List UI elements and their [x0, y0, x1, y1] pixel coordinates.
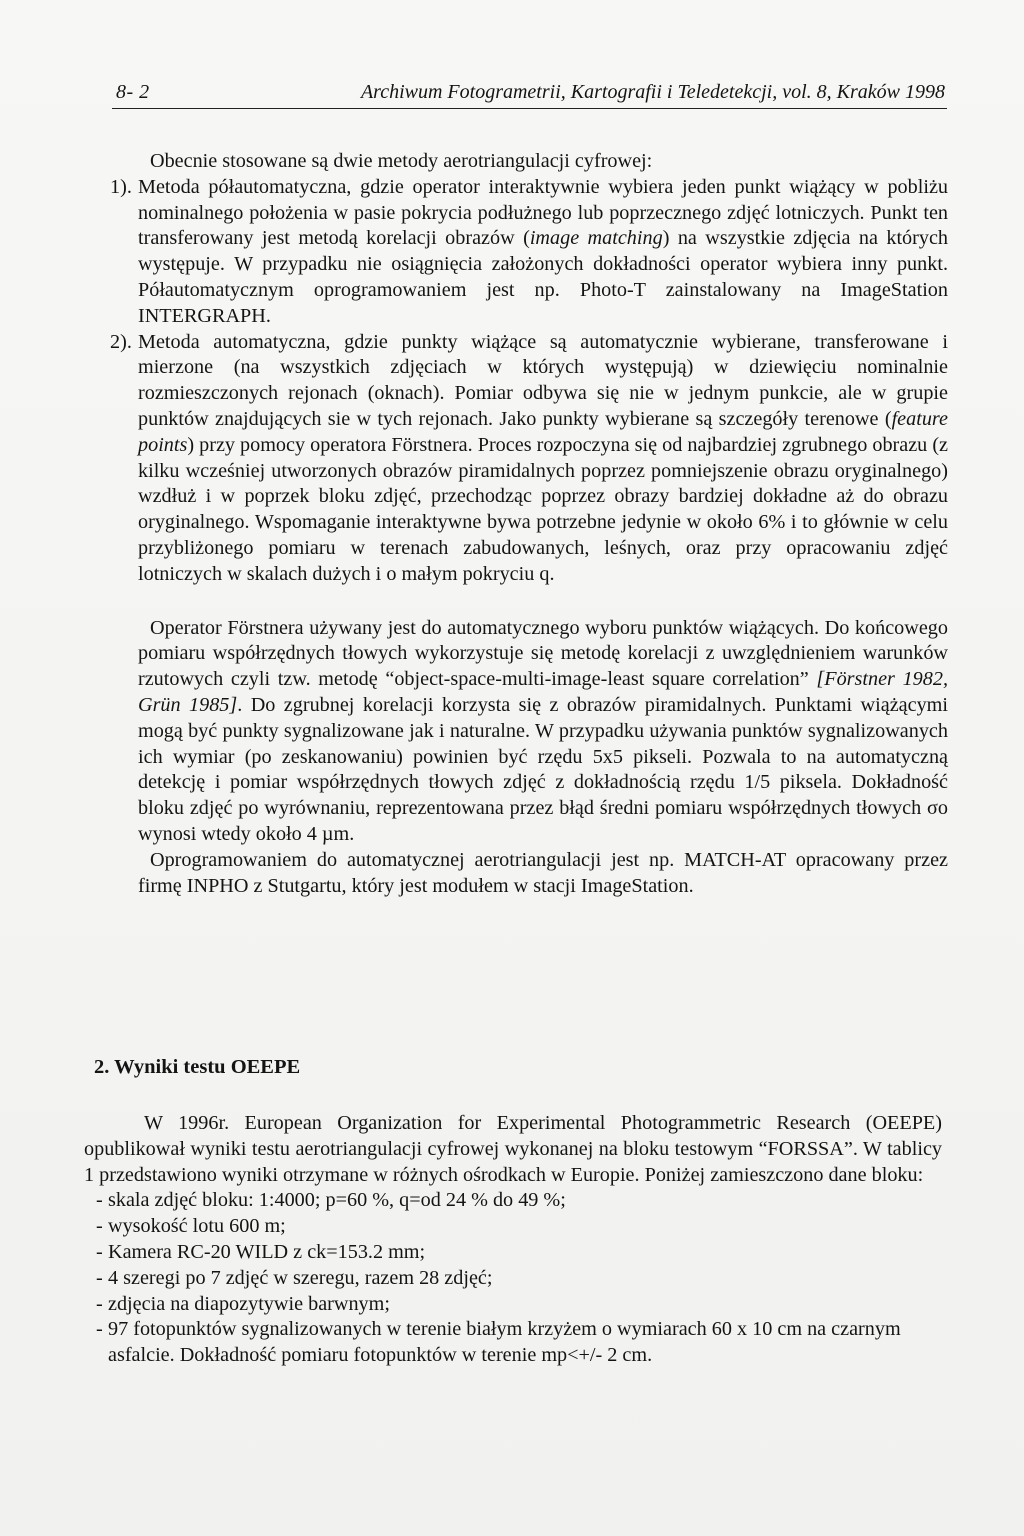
list-item: - skala zdjęć bloku: 1:4000; p=60 %, q=od 24 % do 49 %;	[84, 1188, 942, 1214]
method-1-text-a: Metoda półautomatyczna, gdzie operator interaktywnie wybiera jeden punkt wiążący w pobliżu nominalnego położenia w pasie pokrycia podłużnego lub poprzecznego zdjęć lotniczych. Punkt ten transferowany jest metodą korelacji obrazów (	[138, 175, 948, 250]
method-number-1: 1).	[110, 175, 132, 198]
feature-points-term: feature points	[138, 407, 948, 456]
method-item-2	[110, 330, 949, 588]
citation-ref: [Förstner 1982, Grün 1985]	[138, 668, 948, 716]
page-number: 8- 2	[116, 81, 150, 103]
forstner-paragraph	[138, 616, 948, 848]
method-2-text-a: Metoda automatyczna, gdzie punkty wiążące są automatycznie wybierane, transferowane i mierzone (na wszystkich zdjęciach w których występują) w dziewięciu nominalnie rozmieszczonych rejonach (oknach). Pomiar odbywa się nie w jednym punkcie, ale w grupie punktów znajdujących sie w tych rejonach. Jako punkty wybierane są szczegóły terenowe (	[138, 330, 948, 430]
intro-paragraph: Obecnie stosowane są dwie metody aerotriangulacji cyfrowej:	[150, 150, 653, 172]
list-item: - 4 szeregi po 7 zdjęć w szeregu, razem 28 zdjęć;	[84, 1266, 942, 1292]
section-2-content	[84, 1111, 942, 1369]
spacer	[138, 588, 948, 616]
method-item-1	[110, 175, 949, 330]
software-paragraph: Oprogramowaniem do automatycznej aerotriangulacji jest np. MATCH-AT opracowany przez firmę INPHO z Stutgartu, który jest modułem w stacji ImageStation.	[138, 848, 948, 897]
method-2-text	[138, 330, 948, 588]
list-item: - 97 fotopunktów sygnalizowanych w terenie białym krzyżem o wymiarach 60 x 10 cm na czarnym asfalcie. Dokładność pomiaru fotopunktów w terenie mp<+/- 2 cm.	[84, 1317, 942, 1369]
method-2-text-b: ) przy pomocy operatora Förstnera. Proces rozpoczyna się od najbardziej zgrubnego obrazu (z kilku wcześniej utworzonych obrazów piramidalnych poprzez pomniejszenie obrazu oryginalnego) wzdłuż i w poprzek bloku zdjęć, przechodząc poprzez obrazy bardziej dokładne aż do obrazu oryginalnego. Wspomaganie interaktywne bywa potrzebne jedynie w około 6% i to głównie w celu przybliżonego pomiaru w terenach zabudowanych, leśnych, oraz przy opracowaniu zdjęć lotniczych w skalach dużych i o małym pokryciu q.	[138, 433, 949, 585]
list-item: - zdjęcia na diapozytywie barwnym;	[84, 1292, 942, 1318]
method-number-2: 2).	[110, 330, 132, 353]
journal-title: Archiwum Fotogrametrii, Kartografii i Teledetekcji, vol. 8, Kraków 1998	[360, 81, 945, 103]
forstner-text-a: Operator Förstnera używany jest do automatycznego wyboru punktów wiążących. Do końcowego pomiaru współrzędnych tłowych wykorzystuje się metodę korelacji z uwzględnieniem warunków rzutowych czyli tzw. metodę “object-space-multi-image-least square correlation”	[138, 616, 948, 691]
oeepe-paragraph: W 1996r. European Organization for Experimental Photogrammetric Research (OEEPE) opublikował wyniki testu aerotriangulacji cyfrowej wykonanej na bloku testowym “FORSSA”. W tablicy 1 przedstawiono wyniki otrzymane w różnych ośrodkach w Europie. Poniżej zamieszczono dane bloku:	[84, 1112, 942, 1186]
method-1-text-b: ) na wszystkie zdjęcia na których występuje. W przypadku nie osiągnięcia założonych dokładności operator wybiera inny punkt. Półautomatycznym oprogramowaniem jest np. Photo-T zainstalowany na ImageStation INTERGRAPH.	[138, 227, 949, 327]
list-item: - Kamera RC-20 WILD z ck=153.2 mm;	[84, 1240, 942, 1266]
image-matching-term: image matching	[529, 227, 663, 250]
running-header	[112, 74, 947, 109]
section-heading: 2. Wyniki testu OEEPE	[94, 1056, 301, 1078]
method-1-text	[138, 175, 948, 330]
forstner-text-b: . Do zgrubnej korelacji korzysta się z obrazów piramidalnych. Punktami wiążącymi mogą być punkty sygnalizowane jak i naturalne. W przypadku używania punktów sygnalizowanych ich wymiar (po zeskanowaniu) powinien być rzędu 5x5 pikseli. Pozwala to na automatyczną detekcję i pomiar współrzędnych tłowych zdjęć z dokładnością rzędu 1/5 piksela. Dokładność bloku zdjęć po wyrównaniu, reprezentowana przez błąd średni pomiaru współrzędnych tłowych σo wynosi wtedy około 4 µm.	[138, 693, 948, 845]
list-item: - wysokość lotu 600 m;	[84, 1214, 942, 1240]
block-data-list	[84, 1188, 942, 1369]
main-content	[110, 149, 949, 899]
